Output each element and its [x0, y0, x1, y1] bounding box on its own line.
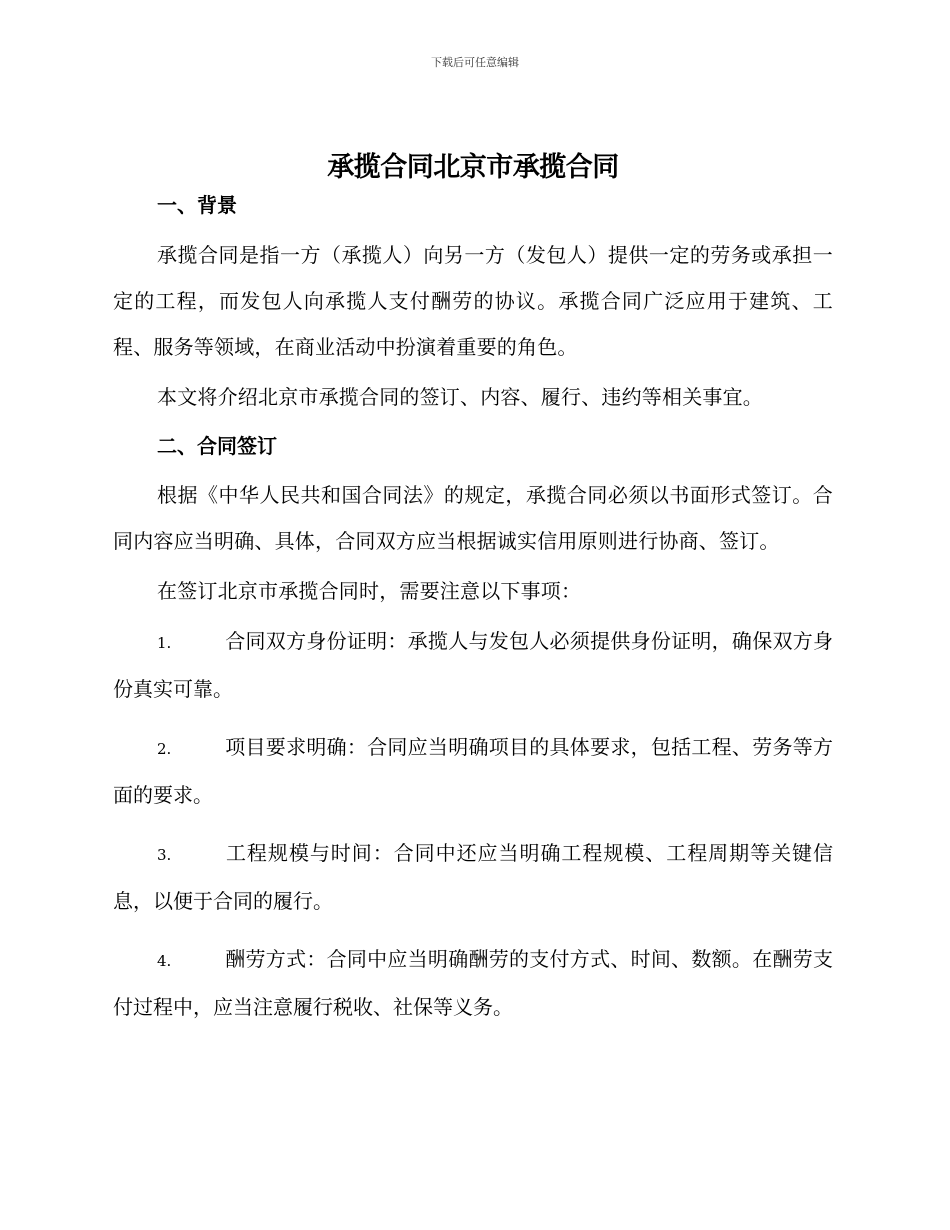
- document-body: [113, 148, 833, 1030]
- paragraph: 根据《中华人民共和国合同法》的规定，承揽合同必须以书面形式签订。合同内容应当明确、具体，合同双方应当根据诚实信用原则进行协商、签订。: [113, 483, 833, 553]
- list-item-text: 合同双方身份证明：承揽人与发包人必须提供身份证明，确保双方身份真实可靠。: [113, 629, 833, 701]
- list-item: [113, 618, 833, 712]
- section-heading-background: 一、背景: [157, 193, 237, 217]
- list-number: 4.: [157, 952, 172, 970]
- paragraph: 承揽合同是指一方（承揽人）向另一方（发包人）提供一定的劳务或承担一定的工程，而发包人向承揽人支付酬劳的协议。承揽合同广泛应用于建筑、工程、服务等领域，在商业活动中扮演着重要的角色。: [113, 243, 833, 359]
- paragraph: 在签订北京市承揽合同时，需要注意以下事项：: [157, 579, 582, 603]
- list-item-text: 工程规模与时间：合同中还应当明确工程规模、工程周期等关键信息，以便于合同的履行。: [113, 841, 833, 913]
- paragraph: 本文将介绍北京市承揽合同的签订、内容、履行、违约等相关事宜。: [157, 385, 763, 409]
- list-number: 2.: [157, 740, 172, 758]
- list-item-text: 酬劳方式：合同中应当明确酬劳的支付方式、时间、数额。在酬劳支付过程中，应当注意履行税收、社保等义务。: [113, 947, 833, 1019]
- document-title: 承揽合同北京市承揽合同: [327, 152, 619, 183]
- list-item-text: 项目要求明确：合同应当明确项目的具体要求，包括工程、劳务等方面的要求。: [113, 735, 833, 807]
- list-item: [113, 936, 833, 1030]
- list-item: [113, 724, 833, 818]
- list-number: 3.: [157, 846, 172, 864]
- header-note: 下载后可任意编辑: [431, 56, 519, 69]
- list-number: 1.: [157, 634, 172, 652]
- list-item: [113, 830, 833, 924]
- section-heading-signing: 二、合同签订: [157, 434, 277, 458]
